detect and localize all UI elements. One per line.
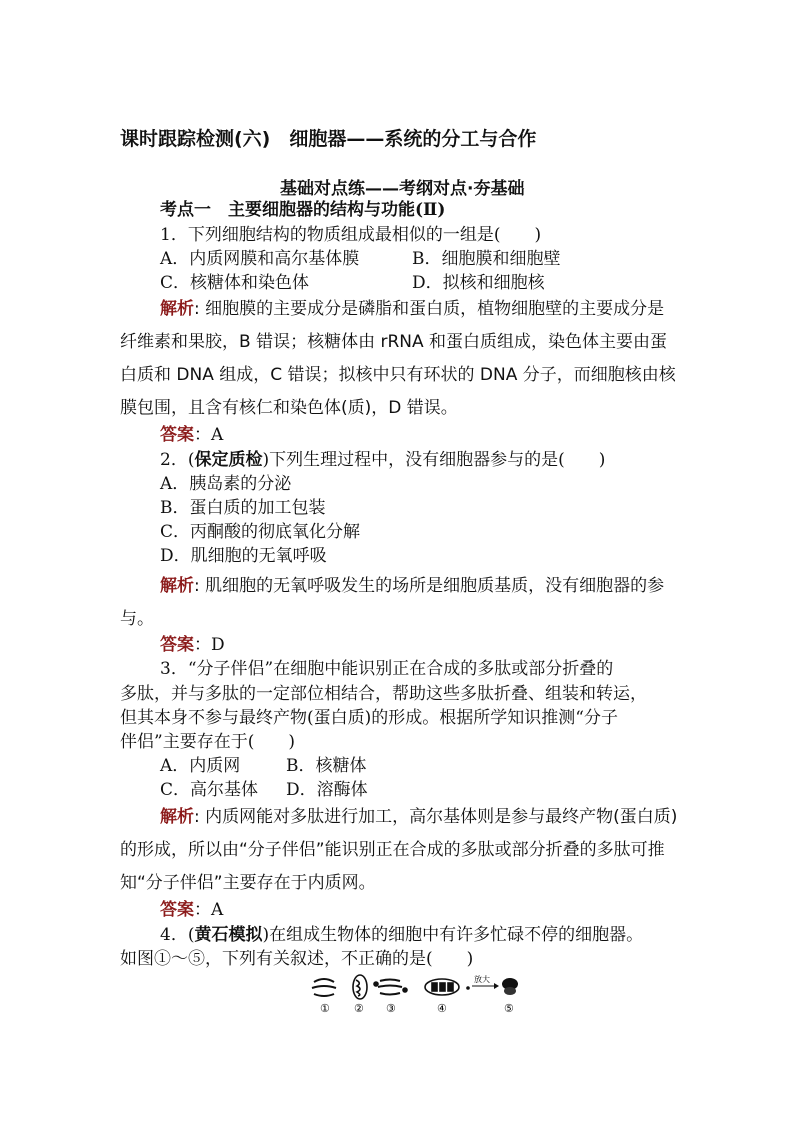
q1-explanation	[120, 293, 680, 425]
q2-explanation	[120, 570, 680, 636]
q2-answer-label: 答案	[160, 635, 194, 655]
er-shape	[312, 979, 336, 996]
chloroplast-shape	[425, 979, 459, 995]
q3-stem-line-4: 伴侣”主要存在于( )	[120, 732, 295, 752]
q3-stem-line-2: 多肽，并与多肽的一定部位相结合，帮助这些多肽折叠、组装和转运，	[120, 684, 647, 704]
q3-option-c: C．高尔基体	[160, 780, 259, 800]
q1-option-a: A．内质网膜和高尔基体膜	[160, 249, 360, 269]
q1-option-c: C．核糖体和染色体	[160, 273, 310, 293]
q1-explanation-label: 解析	[160, 299, 194, 319]
q1-answer	[160, 424, 223, 446]
q2-stem	[160, 449, 605, 471]
golgi-shape	[374, 980, 407, 995]
page-title: 课时跟踪检测(六) 细胞器——系统的分工与合作	[120, 128, 537, 150]
q2-answer	[160, 634, 225, 656]
q3-explanation-label: 解析	[160, 807, 194, 827]
q3-stem-line-3: 但其本身不参与最终产物(蛋白质)的形成。根据所学知识推测“分子	[120, 708, 618, 728]
q3-answer	[160, 899, 223, 921]
fig-label-2: ②	[354, 1002, 364, 1015]
q3-stem-line-1: 3．“分子伴侣”在细胞中能识别正在合成的多肽或部分折叠的	[160, 659, 614, 679]
zoom-arrowhead	[494, 983, 499, 989]
q3-answer-label: 答案	[160, 900, 194, 920]
mitochondrion-shape	[353, 975, 367, 999]
q3-answer-value: ：A	[194, 900, 224, 920]
fig-label-1: ①	[320, 1002, 330, 1015]
ribosome-enlarged-shape	[502, 978, 518, 995]
fig-label-3: ③	[386, 1002, 396, 1015]
q3-explanation	[120, 801, 680, 900]
q1-option-b: B．细胞膜和细胞壁	[412, 249, 561, 269]
q4-stem-text: )在组成生物体的细胞中有许多忙碌不停的细胞器。	[262, 925, 644, 945]
q4-source: 黄石模拟	[194, 925, 263, 945]
topic-heading: 考点一 主要细胞器的结构与功能(Ⅱ)	[160, 200, 446, 220]
q3-option-d: D．溶酶体	[286, 780, 368, 800]
q1-answer-value: ：A	[194, 425, 224, 445]
organelle-diagram	[310, 972, 530, 1016]
fig-label-4: ④	[437, 1002, 447, 1015]
q2-explanation-text: : 肌细胞的无氧呼吸发生的场所是细胞质基质，没有细胞器的参与。	[120, 576, 665, 629]
fig-label-5: ⑤	[504, 1002, 514, 1015]
q1-stem: 1．下列细胞结构的物质组成最相似的一组是( )	[160, 225, 542, 245]
q4-stem-line-2: 如图①～⑤，下列有关叙述，不正确的是( )	[120, 949, 474, 969]
q3-option-b: B．核糖体	[286, 756, 367, 776]
q1-answer-label: 答案	[160, 425, 194, 445]
q3-explanation-text: : 内质网能对多肽进行加工，高尔基体则是参与最终产物(蛋白质)的形成，所以由“分子伴侣”能识别正在合成的多肽或部分折叠的多肽可推知“分子伴侣”主要存在于内质网。	[120, 807, 678, 893]
q2-number: 2．(	[160, 450, 195, 470]
q2-answer-value: ：D	[194, 635, 225, 655]
zoom-label: 放大	[474, 975, 490, 984]
q1-option-d: D．拟核和细胞核	[412, 273, 545, 293]
section-subtitle: 基础对点练——考纲对点·夯基础	[280, 179, 525, 199]
q2-option-c: C．丙酮酸的彻底氧化分解	[160, 522, 361, 542]
q4-number: 4．(	[160, 925, 195, 945]
q1-explanation-text: : 细胞膜的主要成分是磷脂和蛋白质，植物细胞壁的主要成分是纤维素和果胶，B 错误；核糖体由 rRNA 和蛋白质组成，染色体主要由蛋白质和 DNA 组成，C 错误；拟核中只有环状的 DNA 分子，而细胞核由核膜包围，且含有核仁和染色体(质)，D 错误。	[120, 299, 676, 418]
q2-explanation-label: 解析	[160, 576, 194, 596]
q2-source: 保定质检	[194, 450, 263, 470]
q2-option-a: A．胰岛素的分泌	[160, 474, 292, 494]
q2-option-b: B．蛋白质的加工包装	[160, 498, 326, 518]
q2-option-d: D．肌细胞的无氧呼吸	[160, 546, 327, 566]
q3-option-a: A．内质网	[160, 756, 241, 776]
q2-stem-text: )下列生理过程中，没有细胞器参与的是( )	[262, 450, 606, 470]
q4-stem	[160, 924, 643, 946]
ribosome-dot	[466, 986, 470, 990]
organelle-figure	[310, 972, 530, 1016]
